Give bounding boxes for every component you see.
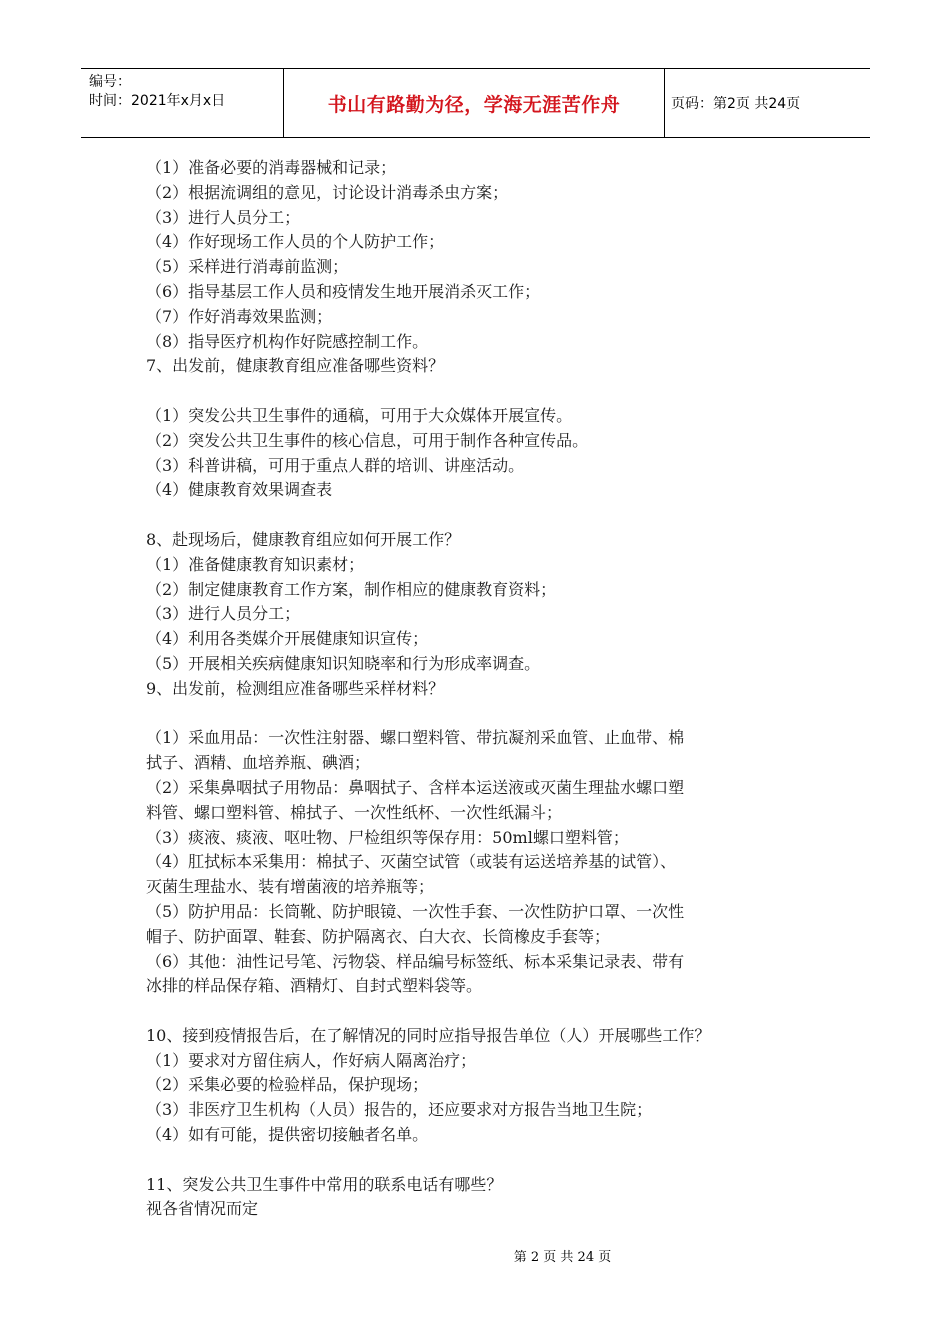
- text-line: （4）肛拭标本采集用：棉拭子、灭菌空试管（或装有运送培养基的试管）、: [146, 852, 677, 872]
- text-line: （2）采集鼻咽拭子用物品：鼻咽拭子、含样本运送液或灭菌生理盐水螺口塑: [146, 777, 685, 797]
- text-line: 拭子、酒精、血培养瓶、碘酒；: [146, 753, 371, 773]
- header-meta: [89, 73, 284, 111]
- text-line: （2）突发公共卫生事件的核心信息，可用于制作各种宣传品。: [146, 430, 589, 450]
- text-line: （4）健康教育效果调查表: [146, 480, 333, 500]
- motto: 书山有路勤为径，学海无涯苦作舟: [327, 93, 621, 116]
- text-line: 11、突发公共卫生事件中常用的联系电话有哪些？: [146, 1174, 503, 1194]
- text-line: （5）防护用品：长筒靴、防护眼镜、一次性手套、一次性防护口罩、一次性: [146, 901, 685, 921]
- text-line: （1）准备必要的消毒器械和记录；: [146, 158, 397, 177]
- document-body: [146, 156, 806, 1222]
- time-label: 时间：2021年x月x日: [89, 93, 226, 109]
- header-motto-cell: [283, 69, 665, 137]
- text-line: （1）要求对方留住病人，作好病人隔离治疗；: [146, 1050, 477, 1070]
- text-line: 料管、螺口塑料管、棉拭子、一次性纸杯、一次性纸漏斗；: [146, 802, 563, 822]
- text-line: （4）利用各类媒介开展健康知识宣传；: [146, 629, 429, 649]
- page-header: [81, 68, 870, 138]
- text-line: （6）其他：油性记号笔、污物袋、样品编号标签纸、标本采集记录表、带有: [146, 951, 685, 971]
- text-line: 冰排的样品保存箱、酒精灯、自封式塑料袋等。: [146, 976, 483, 996]
- text-line: （2）根据流调组的意见，讨论设计消毒杀虫方案；: [146, 182, 509, 202]
- text-line: （3）非医疗卫生机构（人员）报告的，还应要求对方报告当地卫生院；: [146, 1100, 653, 1120]
- blank-line: [146, 702, 806, 727]
- blank-line: [146, 999, 806, 1024]
- text-line: （1）准备健康教育知识素材；: [146, 554, 365, 574]
- text-line: （3）进行人员分工；: [146, 207, 301, 227]
- page-info: 页码：第2页 共24页: [671, 96, 801, 112]
- text-line: （7）作好消毒效果监测；: [146, 306, 333, 326]
- text-line: （5）开展相关疾病健康知识知晓率和行为形成率调查。: [146, 653, 541, 673]
- text-line: 7、出发前，健康教育组应准备哪些资料？: [146, 356, 445, 376]
- text-line: （3）科普讲稿，可用于重点人群的培训、讲座活动。: [146, 455, 525, 475]
- text-line: （3）进行人员分工；: [146, 604, 301, 624]
- blank-line: [146, 1148, 806, 1173]
- text-line: 帽子、防护面罩、鞋套、防护隔离衣、白大衣、长筒橡皮手套等；: [146, 926, 611, 946]
- text-line: 灭菌生理盐水、装有增菌液的培养瓶等；: [146, 877, 435, 897]
- code-label: 编号：: [89, 74, 131, 90]
- text-line: （8）指导医疗机构作好院感控制工作。: [146, 331, 429, 351]
- text-line: （6）指导基层工作人员和疫情发生地开展消杀灭工作；: [146, 281, 541, 301]
- text-line: 视各省情况而定: [146, 1199, 259, 1219]
- blank-line: [146, 379, 806, 404]
- text-line: （3）痰液、痰液、呕吐物、尸检组织等保存用：50ml螺口塑料管；: [146, 827, 629, 847]
- text-line: （4）如有可能，提供密切接触者名单。: [146, 1125, 429, 1145]
- text-line: （5）采样进行消毒前监测；: [146, 257, 349, 277]
- text-line: （2）采集必要的检验样品，保护现场；: [146, 1075, 429, 1095]
- text-line: （1）采血用品：一次性注射器、螺口塑料管、带抗凝剂采血管、止血带、棉: [146, 728, 685, 748]
- text-line: 9、出发前，检测组应准备哪些采样材料？: [146, 678, 445, 698]
- text-line: 10、接到疫情报告后，在了解情况的同时应指导报告单位（人）开展哪些工作？: [146, 1025, 711, 1045]
- text-line: （2）制定健康教育工作方案，制作相应的健康教育资料；: [146, 579, 557, 599]
- text-line: （4）作好现场工作人员的个人防护工作；: [146, 232, 445, 252]
- page-footer: 第 2 页 共 24 页: [513, 1250, 612, 1265]
- text-line: 8、赴现场后，健康教育组应如何开展工作？: [146, 529, 461, 549]
- text-line: （1）突发公共卫生事件的通稿，可用于大众媒体开展宣传。: [146, 405, 573, 425]
- blank-line: [146, 503, 806, 528]
